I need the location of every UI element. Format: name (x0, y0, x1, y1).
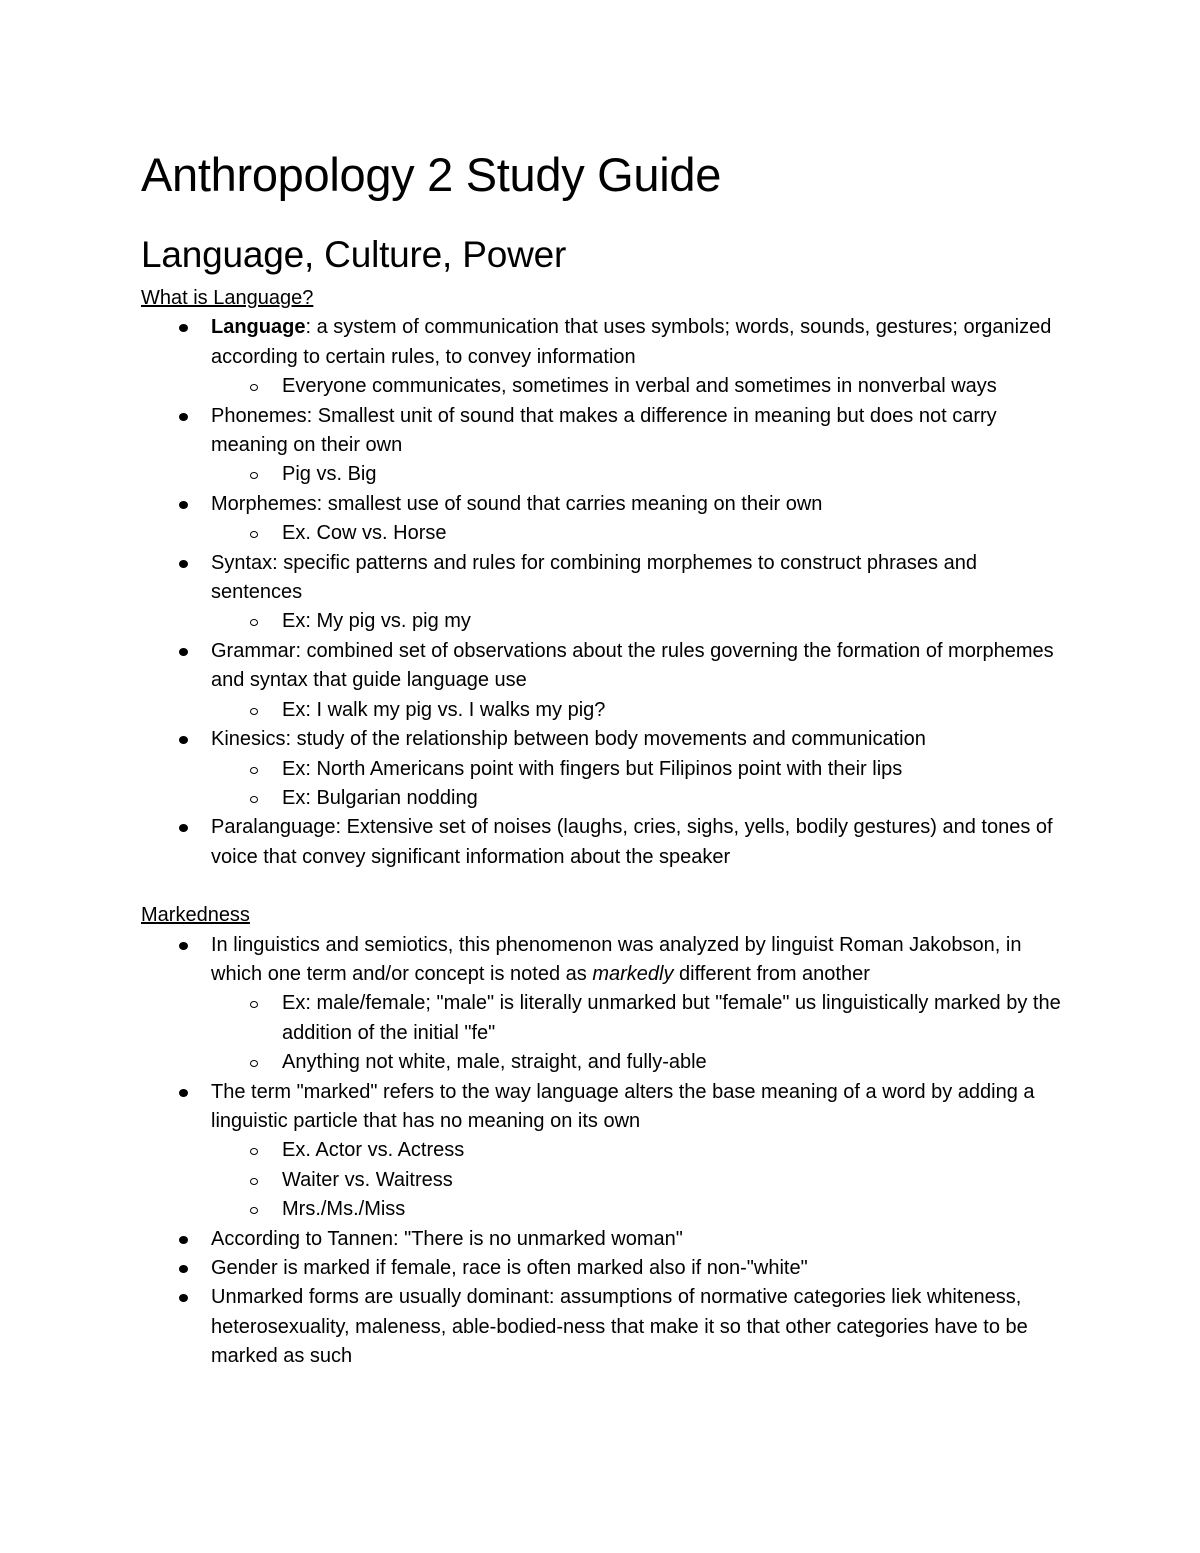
list-item-syntax (141, 549, 1071, 608)
document-subtitle: Language, Culture, Power (141, 234, 567, 275)
bullet-filled-icon (179, 824, 188, 832)
list-item-kinesics (141, 725, 1071, 754)
item-text: Waiter vs. Waitress (282, 1168, 453, 1191)
bullet-hollow-icon (250, 531, 258, 538)
term-language: Language (211, 316, 306, 339)
item-text: According to Tannen: "There is no unmarked woman" (211, 1227, 683, 1250)
bullet-hollow-icon (250, 1207, 258, 1214)
bullet-hollow-icon (250, 384, 258, 391)
item-text: Paralanguage: Extensive set of noises (laughs, cries, sighs, yells, bodily gestures) and tones of voice that convey significant information about the speaker (211, 816, 1053, 868)
item-text: Ex: My pig vs. pig my (282, 610, 471, 633)
list-item-unmarked-forms (141, 1283, 1071, 1371)
sub-list-item (141, 460, 1071, 489)
sub-list-item (141, 1048, 1071, 1077)
definition-language: : a system of communication that uses symbols; words, sounds, gestures; organized according to certain rules, to convey information (211, 316, 1052, 368)
list-item-phonemes (141, 402, 1071, 461)
emphasis-markedly: markedly (592, 962, 674, 985)
sub-list-item (141, 696, 1071, 725)
bullet-hollow-icon (250, 796, 258, 803)
sub-list-item (141, 1195, 1071, 1224)
item-text: The term "marked" refers to the way language alters the base meaning of a word by adding a linguistic particle that has no meaning on its own (211, 1080, 1035, 1132)
list-item-grammar (141, 637, 1071, 696)
bullet-filled-icon (179, 736, 188, 744)
section-markedness-list (141, 931, 1071, 1372)
item-text: Kinesics: study of the relationship between body movements and communication (211, 728, 926, 751)
bullet-hollow-icon (250, 1001, 258, 1008)
bullet-filled-icon (179, 501, 188, 509)
bullet-hollow-icon (250, 1178, 258, 1185)
item-text: Anything not white, male, straight, and fully-able (282, 1051, 707, 1074)
bullet-hollow-icon (250, 708, 258, 715)
item-text: Ex: North Americans point with fingers but Filipinos point with their lips (282, 757, 903, 780)
section-what-is-language-list (141, 313, 1071, 872)
sub-list-item (141, 607, 1071, 636)
bullet-filled-icon (179, 1236, 188, 1244)
sub-list-item (141, 755, 1071, 784)
item-text: Grammar: combined set of observations about the rules governing the formation of morphemes and syntax that guide language use (211, 639, 1054, 692)
item-text: different from another (673, 962, 870, 985)
item-text: Syntax: specific patterns and rules for combining morphemes to construct phrases and sentences (211, 551, 977, 604)
bullet-filled-icon (179, 1265, 188, 1273)
bullet-filled-icon (179, 942, 188, 950)
item-text: Ex: male/female; "male" is literally unmarked but "female" us linguistically marked by the addition of the initial "fe" (282, 992, 1061, 1044)
bullet-filled-icon (179, 648, 188, 656)
section-heading-markedness: Markedness (141, 904, 250, 927)
item-text: Gender is marked if female, race is often marked also if non-"white" (211, 1257, 808, 1279)
section-heading-what-is-language: What is Language? (141, 287, 314, 309)
item-text: In linguistics and semiotics, this phenomenon was analyzed by linguist Roman Jakobson, in which one term and/or concept is noted as (211, 933, 1022, 985)
bullet-hollow-icon (250, 1148, 258, 1155)
list-item-language (141, 313, 1071, 372)
document-title: Anthropology 2 Study Guide (141, 148, 722, 201)
bullet-hollow-icon (250, 472, 258, 479)
document-page (141, 140, 1071, 1372)
item-text: Unmarked forms are usually dominant: assumptions of normative categories liek whiteness, heterosexuality, maleness, able-bodied-ness that make it so that other categories have to be marked as such (211, 1286, 1028, 1368)
sub-list-item (141, 1136, 1071, 1165)
list-item-paralanguage (141, 813, 1071, 872)
item-text: Ex: I walk my pig vs. I walks my pig? (282, 698, 606, 721)
sub-list-item (141, 784, 1071, 813)
bullet-filled-icon (179, 1089, 188, 1097)
bullet-hollow-icon (250, 767, 258, 774)
item-text: Phonemes: Smallest unit of sound that makes a difference in meaning but does not carry meaning on their own (211, 404, 997, 457)
bullet-filled-icon (179, 324, 188, 332)
item-text: Ex: Bulgarian nodding (282, 786, 478, 809)
bullet-filled-icon (179, 413, 188, 421)
item-text: Ex. Actor vs. Actress (282, 1139, 465, 1162)
bullet-hollow-icon (250, 1060, 258, 1067)
item-text: Pig vs. Big (282, 463, 377, 486)
sub-list-item (141, 519, 1071, 548)
item-text: Morphemes: smallest use of sound that carries meaning on their own (211, 492, 823, 515)
item-text: Mrs./Ms./Miss (282, 1198, 406, 1221)
bullet-filled-icon (179, 560, 188, 568)
bullet-filled-icon (179, 1294, 188, 1302)
item-text: Everyone communicates, sometimes in verbal and sometimes in nonverbal ways (282, 375, 997, 398)
sub-list-item (141, 1166, 1071, 1195)
sub-list-item (141, 372, 1071, 401)
list-item-jakobson (141, 931, 1071, 990)
list-item-tannen (141, 1225, 1071, 1254)
bullet-hollow-icon (250, 619, 258, 626)
list-item-morphemes (141, 490, 1071, 519)
list-item-gender-marked (141, 1254, 1071, 1283)
sub-list-item (141, 989, 1071, 1048)
list-item-term-marked (141, 1078, 1071, 1137)
item-text: Ex. Cow vs. Horse (282, 522, 447, 545)
